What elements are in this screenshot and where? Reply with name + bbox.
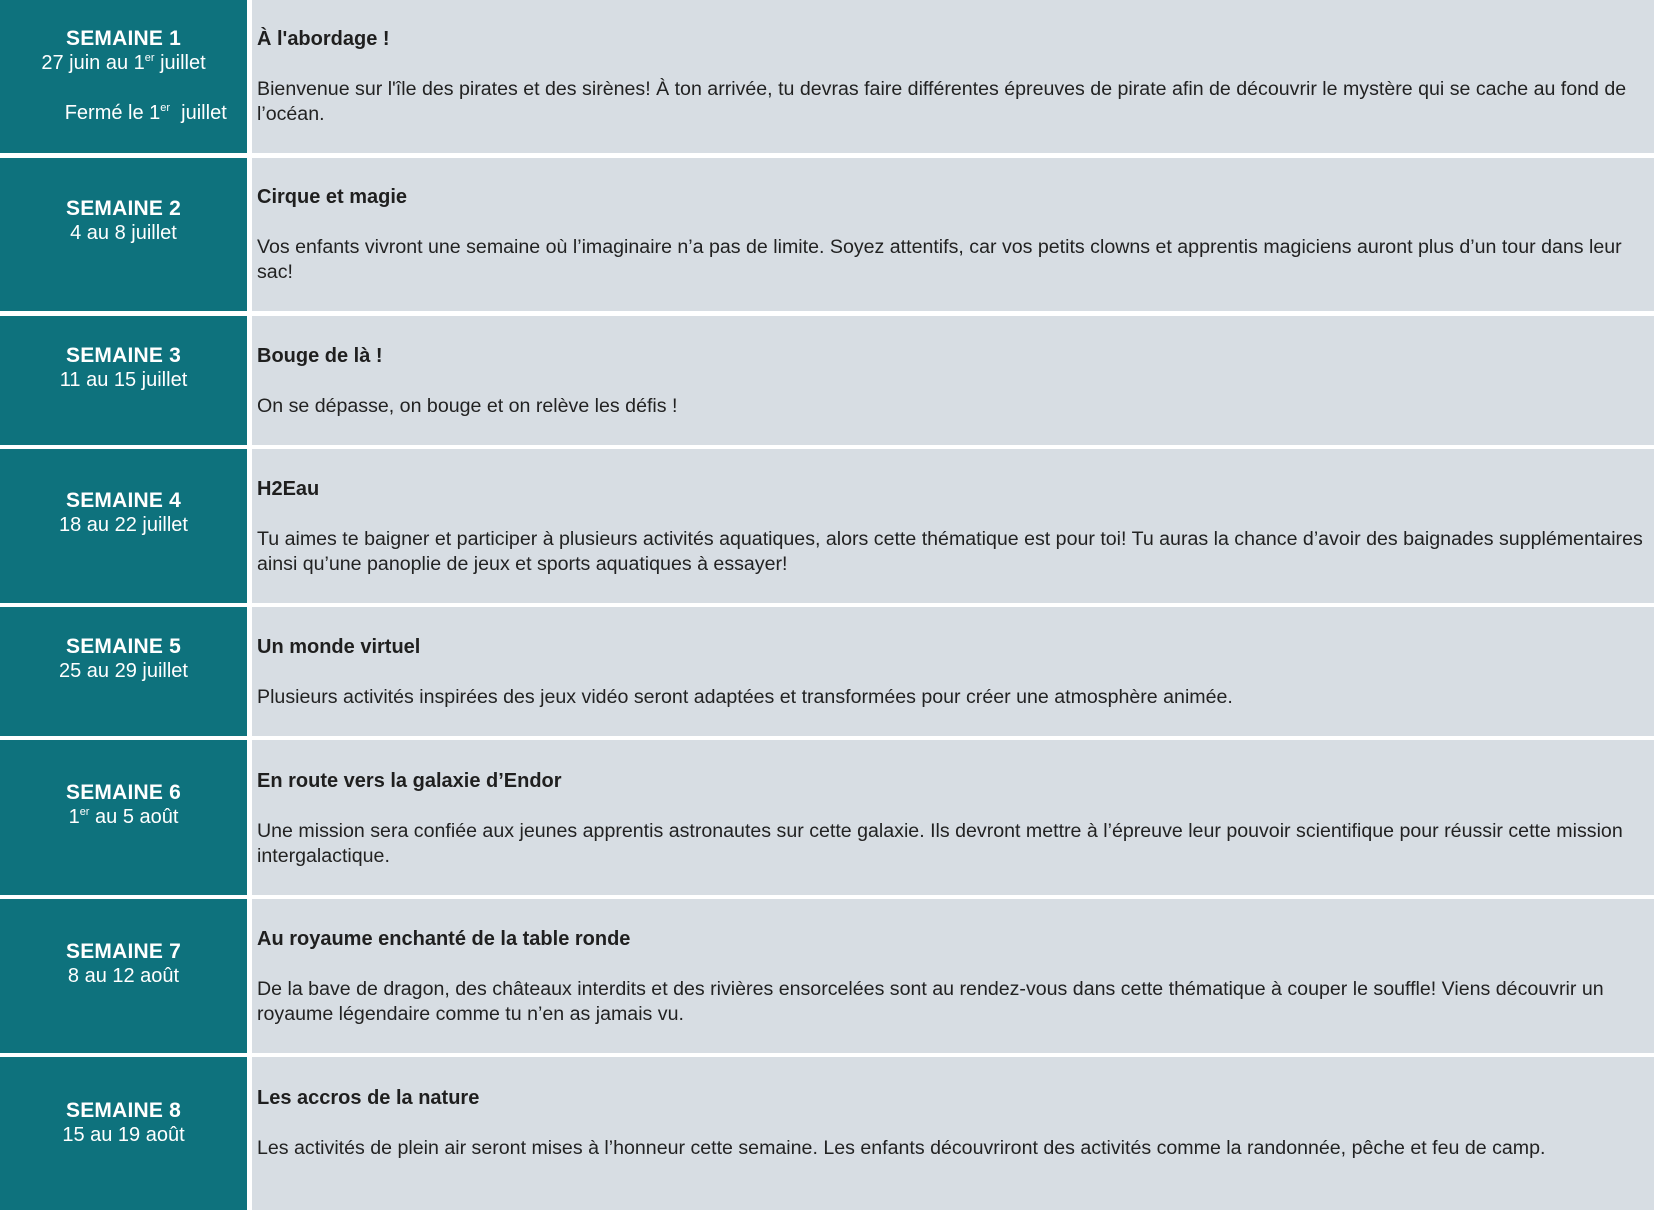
theme-title: Au royaume enchanté de la table ronde — [257, 928, 631, 950]
week-date: 8 au 12 août — [67, 965, 180, 987]
theme-title: Les accros de la nature — [257, 1087, 480, 1109]
theme-cell — [252, 1057, 1654, 1210]
week-date — [41, 51, 205, 76]
theme-cell — [252, 158, 1654, 311]
theme-title: Bouge de là ! — [257, 345, 383, 367]
theme-title: Un monde virtuel — [257, 636, 421, 658]
week-date-text: au 5 août — [89, 806, 179, 828]
theme-description: Une mission sera confiée aux jeunes apprentis astronautes sur cette galaxie. Ils devront mettre à l’épreuve leur pouvoir scientifique pour réussir cette mission intergalactique. — [257, 820, 1623, 867]
week-date: 11 au 15 juillet — [59, 369, 188, 391]
week-cell — [0, 740, 247, 895]
theme-description: Bienvenue sur l'île des pirates et des sirènes! À ton arrivée, tu devras faire différentes épreuves de pirate afin de découvrir le mystère qui se cache au fond de l’océan. — [257, 78, 1627, 125]
theme-description: Vos enfants vivront une semaine où l’imaginaire n’a pas de limite. Soyez attentifs, car vos petits clowns et apprentis magiciens auront plus d’un tour dans leur sac! — [257, 236, 1622, 283]
week-date: 18 au 22 juillet — [59, 514, 188, 536]
week-date-superscript: er — [79, 806, 90, 818]
theme-title: Cirque et magie — [257, 186, 408, 208]
week-row-5 — [0, 607, 1654, 736]
week-date-text: 1 — [68, 806, 80, 828]
week-row-1 — [0, 0, 1654, 153]
theme-title: À l'abordage ! — [257, 28, 390, 50]
week-date: 25 au 29 juillet — [59, 660, 188, 682]
week-date-text: Fermé le 1 — [64, 102, 161, 124]
week-row-8 — [0, 1057, 1654, 1210]
theme-description: On se dépasse, on bouge et on relève les défis ! — [257, 395, 678, 417]
week-label: SEMAINE 6 — [66, 781, 181, 804]
week-date-text: juillet — [154, 52, 206, 74]
theme-cell — [252, 0, 1654, 153]
week-row-3 — [0, 316, 1654, 445]
week-label: SEMAINE 5 — [66, 635, 181, 658]
week-date-text: juillet — [170, 102, 227, 124]
theme-description: Plusieurs activités inspirées des jeux vidéo seront adaptées et transformées pour créer une atmosphère animée. — [257, 686, 1233, 708]
theme-cell — [252, 449, 1654, 603]
theme-cell — [252, 316, 1654, 445]
theme-description: Les activités de plein air seront mises à l’honneur cette semaine. Les enfants découvriront des activités comme la randonnée, pêche et feu de camp. — [257, 1137, 1546, 1159]
week-cell — [0, 0, 247, 153]
theme-description: De la bave de dragon, des châteaux interdits et des rivières ensorcelées sont au rendez-vous dans cette thématique à couper le souffle! Viens découvrir un royaume légendaire comme tu n’en as jamais vu. — [257, 978, 1604, 1025]
week-label: SEMAINE 7 — [66, 940, 181, 963]
week-cell — [0, 158, 247, 311]
week-cell — [0, 1057, 247, 1210]
week-closure-note — [20, 76, 227, 151]
week-label: SEMAINE 4 — [66, 489, 181, 512]
week-date-superscript: er — [160, 102, 171, 114]
week-date-superscript: er — [144, 52, 155, 64]
week-row-7 — [0, 899, 1654, 1053]
theme-cell — [252, 607, 1654, 736]
week-cell — [0, 607, 247, 736]
week-date — [69, 805, 179, 830]
week-date-text: 27 juin au 1 — [41, 52, 145, 74]
theme-cell — [252, 740, 1654, 895]
theme-title: H2Eau — [257, 478, 320, 500]
theme-description: Tu aimes te baigner et participer à plusieurs activités aquatiques, alors cette thématique est pour toi! Tu auras la chance d’avoir des baignades supplémentaires ainsi qu’une panoplie de jeux et sports aquatiques à essayer! — [257, 528, 1643, 575]
week-label: SEMAINE 2 — [66, 197, 181, 220]
week-label: SEMAINE 3 — [66, 344, 181, 367]
theme-cell — [252, 899, 1654, 1053]
week-row-4 — [0, 449, 1654, 603]
week-row-2 — [0, 158, 1654, 311]
week-cell — [0, 449, 247, 603]
week-date: 4 au 8 juillet — [70, 222, 177, 244]
theme-title: En route vers la galaxie d’Endor — [257, 770, 562, 792]
week-row-6 — [0, 740, 1654, 895]
week-cell — [0, 899, 247, 1053]
week-label: SEMAINE 1 — [66, 27, 181, 50]
week-date: 15 au 19 août — [62, 1124, 185, 1146]
week-label: SEMAINE 8 — [66, 1099, 181, 1122]
week-cell — [0, 316, 247, 445]
